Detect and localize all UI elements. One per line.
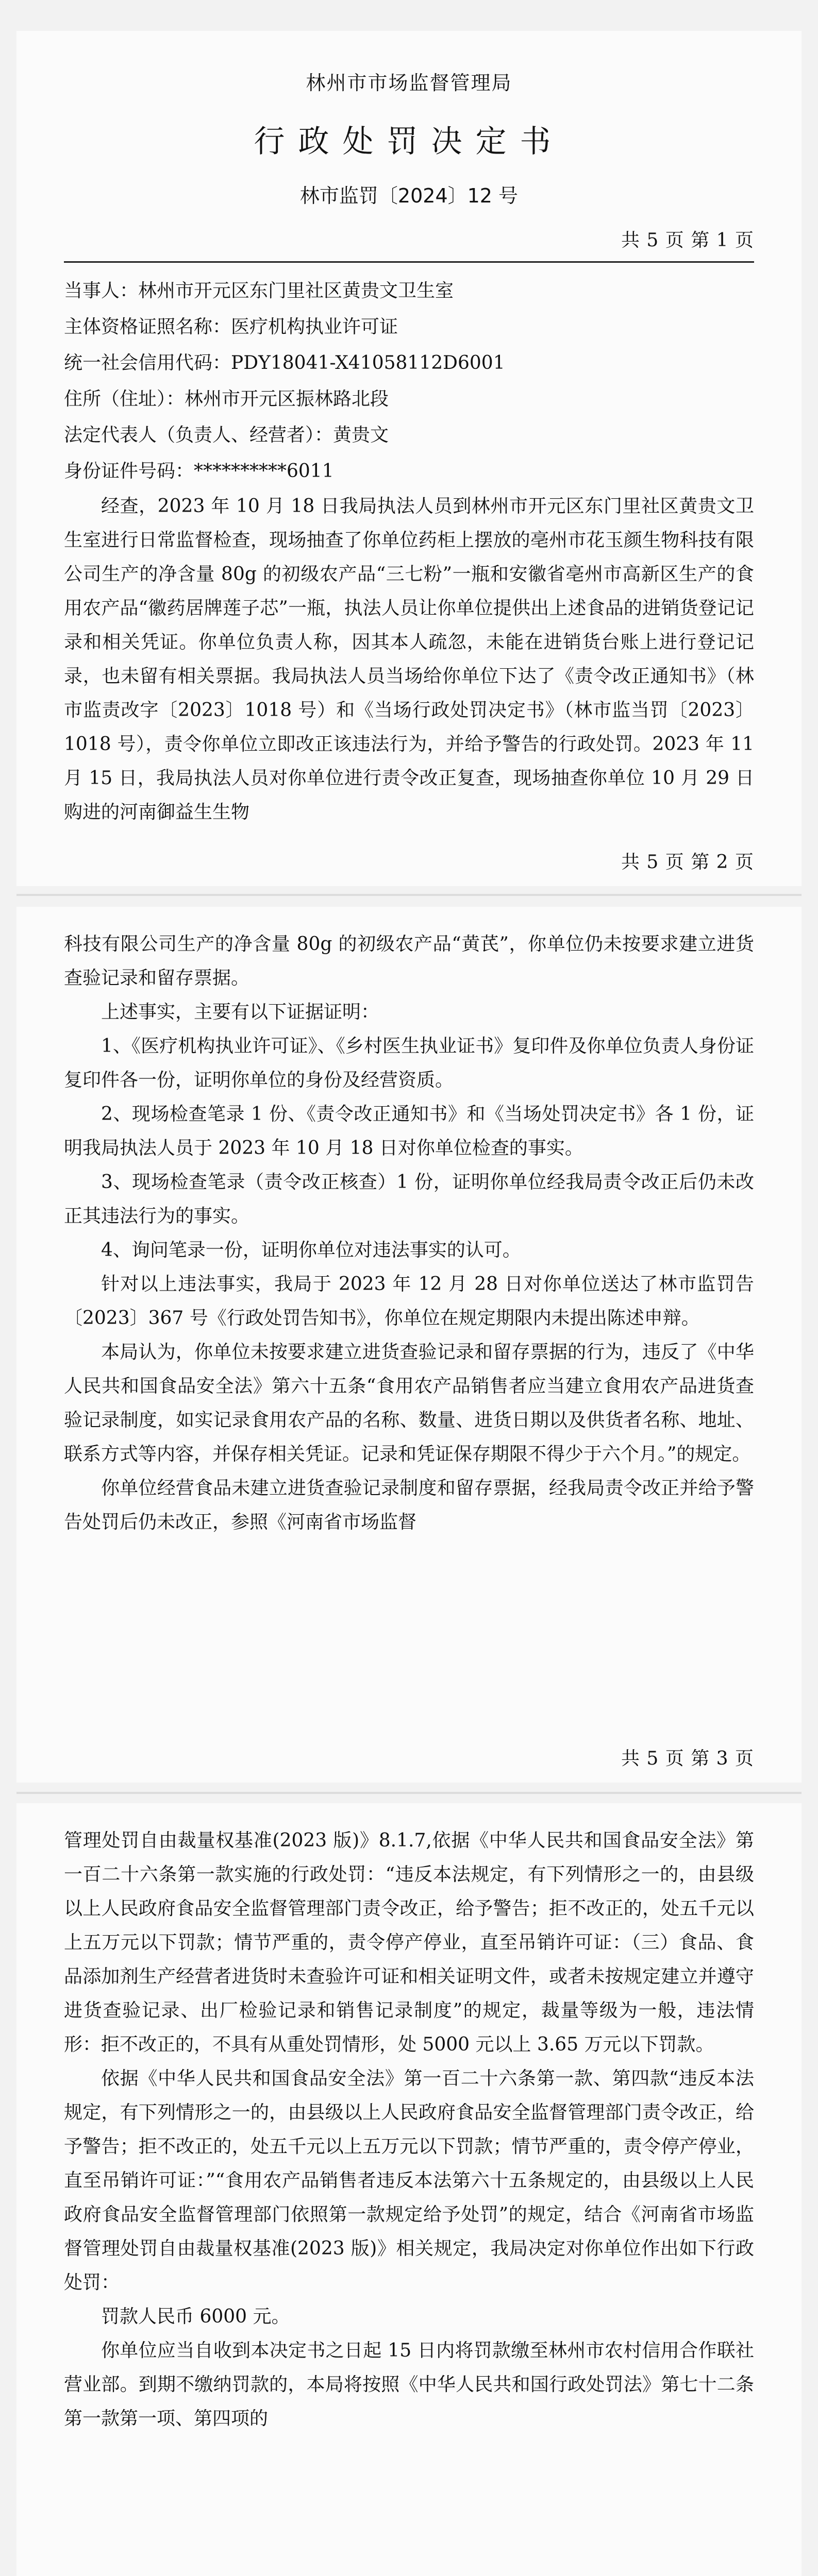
address: 住所（住址）：林州市开元区振林路北段 [64,388,389,410]
facts-continued: 科技有限公司生产的净含量 80g 的初级农产品“黄芪”，你单位仍未按要求建立进货查验记录和留存票据。 [64,934,754,989]
page-number: 共 5 页 第 1 页 [621,230,754,251]
page-number: 共 5 页 第 2 页 [621,852,754,873]
page-separator [16,894,802,896]
document-page-3 [16,1803,802,2576]
party-info [64,273,754,489]
legal-basis-paragraph: 依据《中华人民共和国食品安全法》第一百二十六条第一款、第四款“违反本法规定，有下列情形之一的，由县级以上人民政府食品安全监督管理部门责令改正，给予警告；拒不改正的，处五千元以上五万元以下罚款；情节严重的，责令停产停业，直至吊销许可证：”“食用农产品销售者违反本法第六十五条规定的，由县级以上人民政府食品安全监督管理部门依照第一款规定给予处罚”的规定，结合《河南省市场监督管理处罚自由裁量权基准(2023 版)》相关规定，我局决定对你单位作出如下行政处罚： [64,2068,754,2293]
document-page-2 [16,907,802,1783]
penalty-amount: 罚款人民币 6000 元。 [101,2306,290,2327]
document-page-1 [16,31,802,886]
evidence-item-3: 3、现场检查笔录（责令改正核查）1 份，证明你单位经我局责令改正后仍未改正其违法行为的事实。 [64,1172,754,1227]
license-name: 主体资格证照名称：医疗机构执业许可证 [64,316,398,337]
basis-paragraph: 你单位经营食品未建立进货查验记录制度和留存票据，经我局责令改正并给予警告处罚后仍未改正，参照《河南省市场监督 [64,1478,754,1533]
finding-paragraph: 本局认为，你单位未按要求建立进货查验记录和留存票据的行为，违反了《中华人民共和国食品安全法》第六十五条“食用农产品销售者应当建立食用农产品进货查验记录制度，如实记录食用农产品的名称、数量、进货日期以及供货者名称、地址、联系方式等内容，并保存相关凭证。记录和凭证保存期限不得少于六个月。”的规定。 [64,1342,754,1465]
facts-paragraph: 经查，2023 年 10 月 18 日我局执法人员到林州市开元区东门里社区黄贵文卫生室进行日常监督检查，现场抽查了你单位药柜上摆放的亳州市花玉颜生物科技有限公司生产的净含量 80g 的初级农产品“三七粉”一瓶和安徽省亳州市高新区生产的食用农产品“徽药居牌莲子芯”一瓶，执法人员让你单位提供出上述食品的进销货登记记录和相关凭证。你单位负责人称，因其本人疏忽，未能在进销货台账上进行登记记录，也未留有相关票据。我局执法人员当场给你单位下达了《责令改正通知书》（林市监责改字〔2023〕1018 号）和《当场行政处罚决定书》（林市监当罚〔2023〕1018 号），责令你单位立即改正该违法行为，并给予警告的行政处罚。2023 年 11 月 15 日，我局执法人员对你单位进行责令改正复查，现场抽查你单位 10 月 29 日购进的河南御益生生物 [64,496,754,823]
id-number: 身份证件号码：**********6011 [64,461,334,482]
page-separator [16,1792,802,1794]
evidence-item-4: 4、询问笔录一份，证明你单位对违法事实的认可。 [101,1240,521,1261]
header-rule [64,261,754,263]
evidence-intro: 上述事实，主要有以下证据证明： [101,1002,380,1023]
evidence-item-1: 1、《医疗机构执业许可证》、《乡村医生执业证书》复印件及你单位负责人身份证复印件各一份，证明你单位的身份及经营资质。 [64,1036,754,1091]
payment-paragraph: 你单位应当自收到本决定书之日起 15 日内将罚款缴至林州市农村信用合作联社营业部。到期不缴纳罚款的，本局将按照《中华人民共和国行政处罚法》第七十二条第一款第一项、第四项的 [64,2340,754,2429]
credit-code: 统一社会信用代码：PDY18041-X41058112D6001 [64,352,505,374]
issuing-authority: 林州市市场监督管理局 [306,72,512,94]
document-title: 行政处罚决定书 [254,124,564,160]
page-number: 共 5 页 第 3 页 [621,1748,754,1769]
evidence-item-2: 2、现场检查笔录 1 份、《责令改正通知书》和《当场处罚决定书》各 1 份，证明我局执法人员于 2023 年 10 月 18 日对你单位检查的事实。 [64,1104,754,1159]
basis-continued: 管理处罚自由裁量权基准(2023 版)》8.1.7,依据《中华人民共和国食品安全法》第一百二十六条第一款实施的行政处罚：“违反本法规定，有下列情形之一的，由县级以上人民政府食品安全监督管理部门责令改正，给予警告；拒不改正的，处五千元以上五万元以下罚款；情节严重的，责令停产停业，直至吊销许可证：（三）食品、食品添加剂生产经营者进货时未查验许可证和相关证明文件，或者未按规定建立并遵守进货查验记录、出厂检验记录和销售记录制度”的规定，裁量等级为一般，违法情形：拒不改正的，不具有从重处罚情形，处 5000 元以上 3.65 万元以下罚款。 [64,1830,754,2055]
party-name: 当事人：林州市开元区东门里社区黄贵文卫生室 [64,280,454,301]
legal-representative: 法定代表人（负责人、经营者）：黄贵文 [64,425,389,446]
notice-paragraph: 针对以上违法事实，我局于 2023 年 12 月 28 日对你单位送达了林市监罚告〔2023〕367 号《行政处罚告知书》，你单位在规定期限内未提出陈述申辩。 [64,1274,754,1329]
document-number: 林市监罚〔2024〕12 号 [299,184,519,207]
